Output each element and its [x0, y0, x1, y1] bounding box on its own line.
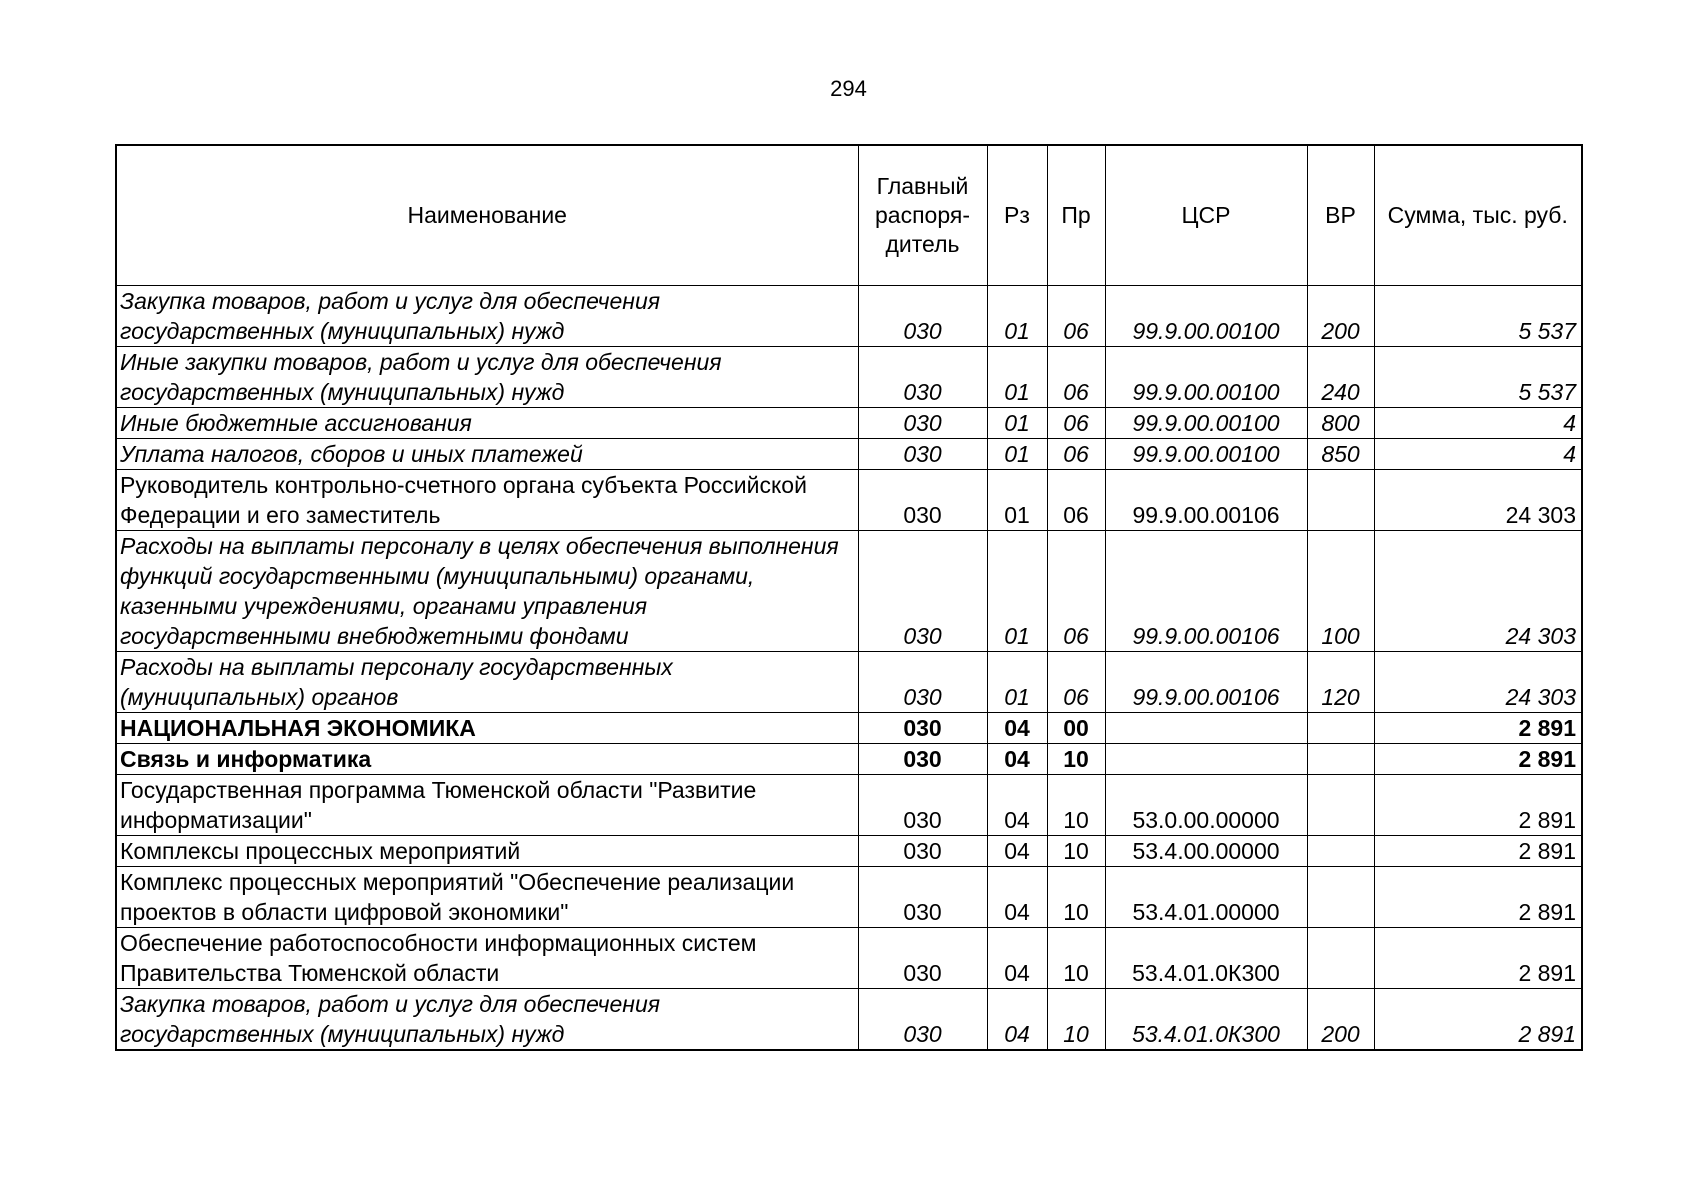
vr-cell — [1307, 744, 1374, 775]
table-row — [116, 713, 1582, 744]
pr-cell: 00 — [1047, 713, 1105, 744]
chief-manager-cell: 030 — [858, 286, 987, 347]
table-header-row — [116, 145, 1582, 286]
csr-cell: 53.4.01.0К300 — [1105, 989, 1307, 1051]
pr-cell: 10 — [1047, 836, 1105, 867]
sum-cell: 24 303 — [1374, 531, 1582, 652]
rz-cell: 04 — [987, 989, 1047, 1051]
vr-cell — [1307, 713, 1374, 744]
sum-cell: 2 891 — [1374, 744, 1582, 775]
rz-cell: 04 — [987, 775, 1047, 836]
sum-cell: 5 537 — [1374, 347, 1582, 408]
vr-cell — [1307, 470, 1374, 531]
rz-cell: 01 — [987, 439, 1047, 470]
csr-cell: 53.4.00.00000 — [1105, 836, 1307, 867]
chief-manager-cell: 030 — [858, 989, 987, 1051]
pr-cell: 10 — [1047, 744, 1105, 775]
page-number: 294 — [830, 76, 867, 101]
csr-cell: 53.0.00.00000 — [1105, 775, 1307, 836]
vr-cell: 200 — [1307, 989, 1374, 1051]
pr-cell: 06 — [1047, 286, 1105, 347]
sum-cell: 4 — [1374, 439, 1582, 470]
chief-manager-cell: 030 — [858, 347, 987, 408]
rz-cell: 04 — [987, 836, 1047, 867]
table-row — [116, 347, 1582, 408]
sum-cell: 4 — [1374, 408, 1582, 439]
table-row — [116, 836, 1582, 867]
pr-cell: 06 — [1047, 531, 1105, 652]
chief-manager-cell: 030 — [858, 713, 987, 744]
header-csr: ЦСР — [1105, 145, 1307, 286]
table-row — [116, 439, 1582, 470]
pr-cell: 10 — [1047, 867, 1105, 928]
vr-cell — [1307, 867, 1374, 928]
header-name: Наименование — [116, 145, 858, 286]
name-cell: Иные бюджетные ассигнования — [116, 408, 858, 439]
table-body — [116, 286, 1582, 1051]
table-row — [116, 408, 1582, 439]
csr-cell — [1105, 744, 1307, 775]
rz-cell: 01 — [987, 531, 1047, 652]
rz-cell: 01 — [987, 652, 1047, 713]
vr-cell: 850 — [1307, 439, 1374, 470]
name-cell: НАЦИОНАЛЬНАЯ ЭКОНОМИКА — [116, 713, 858, 744]
pr-cell: 10 — [1047, 775, 1105, 836]
vr-cell: 200 — [1307, 286, 1374, 347]
name-cell: Комплексы процессных мероприятий — [116, 836, 858, 867]
rz-cell: 01 — [987, 347, 1047, 408]
budget-table — [115, 144, 1583, 1051]
vr-cell: 120 — [1307, 652, 1374, 713]
pr-cell: 06 — [1047, 408, 1105, 439]
chief-manager-cell: 030 — [858, 531, 987, 652]
chief-manager-cell: 030 — [858, 744, 987, 775]
vr-cell — [1307, 775, 1374, 836]
name-cell: Закупка товаров, работ и услуг для обеспечения государственных (муниципальных) нужд — [116, 989, 858, 1051]
sum-cell: 2 891 — [1374, 713, 1582, 744]
rz-cell: 04 — [987, 744, 1047, 775]
csr-cell — [1105, 713, 1307, 744]
chief-manager-cell: 030 — [858, 652, 987, 713]
pr-cell: 06 — [1047, 439, 1105, 470]
chief-manager-cell: 030 — [858, 867, 987, 928]
csr-cell: 99.9.00.00100 — [1105, 408, 1307, 439]
header-rz: Рз — [987, 145, 1047, 286]
csr-cell: 99.9.00.00106 — [1105, 652, 1307, 713]
sum-cell: 2 891 — [1374, 836, 1582, 867]
sum-cell: 24 303 — [1374, 652, 1582, 713]
pr-cell: 10 — [1047, 928, 1105, 989]
vr-cell: 100 — [1307, 531, 1374, 652]
table-row — [116, 867, 1582, 928]
chief-manager-cell: 030 — [858, 928, 987, 989]
chief-manager-cell: 030 — [858, 470, 987, 531]
csr-cell: 99.9.00.00100 — [1105, 347, 1307, 408]
pr-cell: 06 — [1047, 652, 1105, 713]
csr-cell: 99.9.00.00106 — [1105, 531, 1307, 652]
rz-cell: 01 — [987, 470, 1047, 531]
rz-cell: 04 — [987, 928, 1047, 989]
table-row — [116, 470, 1582, 531]
header-sum: Сумма, тыс. руб. — [1374, 145, 1582, 286]
rz-cell: 04 — [987, 713, 1047, 744]
chief-manager-cell: 030 — [858, 408, 987, 439]
name-cell: Закупка товаров, работ и услуг для обеспечения государственных (муниципальных) нужд — [116, 286, 858, 347]
table-row — [116, 989, 1582, 1051]
pr-cell: 06 — [1047, 347, 1105, 408]
vr-cell — [1307, 928, 1374, 989]
header-chief-manager: Главный распоря-дитель — [858, 145, 987, 286]
table-row — [116, 928, 1582, 989]
name-cell: Комплекс процессных мероприятий "Обеспечение реализации проектов в области цифровой экономики" — [116, 867, 858, 928]
sum-cell: 24 303 — [1374, 470, 1582, 531]
chief-manager-cell: 030 — [858, 439, 987, 470]
name-cell: Руководитель контрольно-счетного органа субъекта Российской Федерации и его заместитель — [116, 470, 858, 531]
header-pr: Пр — [1047, 145, 1105, 286]
csr-cell: 99.9.00.00100 — [1105, 286, 1307, 347]
rz-cell: 01 — [987, 408, 1047, 439]
csr-cell: 53.4.01.0К300 — [1105, 928, 1307, 989]
vr-cell: 240 — [1307, 347, 1374, 408]
header-vr: ВР — [1307, 145, 1374, 286]
table-row — [116, 744, 1582, 775]
sum-cell: 5 537 — [1374, 286, 1582, 347]
csr-cell: 99.9.00.00100 — [1105, 439, 1307, 470]
name-cell: Государственная программа Тюменской области "Развитие информатизации" — [116, 775, 858, 836]
chief-manager-cell: 030 — [858, 775, 987, 836]
csr-cell: 99.9.00.00106 — [1105, 470, 1307, 531]
chief-manager-cell: 030 — [858, 836, 987, 867]
name-cell: Иные закупки товаров, работ и услуг для обеспечения государственных (муниципальных) нужд — [116, 347, 858, 408]
csr-cell: 53.4.01.00000 — [1105, 867, 1307, 928]
rz-cell: 04 — [987, 867, 1047, 928]
table-row — [116, 775, 1582, 836]
name-cell: Обеспечение работоспособности информационных систем Правительства Тюменской области — [116, 928, 858, 989]
sum-cell: 2 891 — [1374, 989, 1582, 1051]
sum-cell: 2 891 — [1374, 775, 1582, 836]
sum-cell: 2 891 — [1374, 867, 1582, 928]
vr-cell: 800 — [1307, 408, 1374, 439]
pr-cell: 06 — [1047, 470, 1105, 531]
rz-cell: 01 — [987, 286, 1047, 347]
table-row — [116, 286, 1582, 347]
pr-cell: 10 — [1047, 989, 1105, 1051]
name-cell: Расходы на выплаты персоналу государственных (муниципальных) органов — [116, 652, 858, 713]
name-cell: Связь и информатика — [116, 744, 858, 775]
vr-cell — [1307, 836, 1374, 867]
name-cell: Уплата налогов, сборов и иных платежей — [116, 439, 858, 470]
table-row — [116, 531, 1582, 652]
name-cell: Расходы на выплаты персоналу в целях обеспечения выполнения функций государственными (муниципальными) органами, казенными учреждениями, органами управления государственными внебюджетными фондами — [116, 531, 858, 652]
table-row — [116, 652, 1582, 713]
sum-cell: 2 891 — [1374, 928, 1582, 989]
